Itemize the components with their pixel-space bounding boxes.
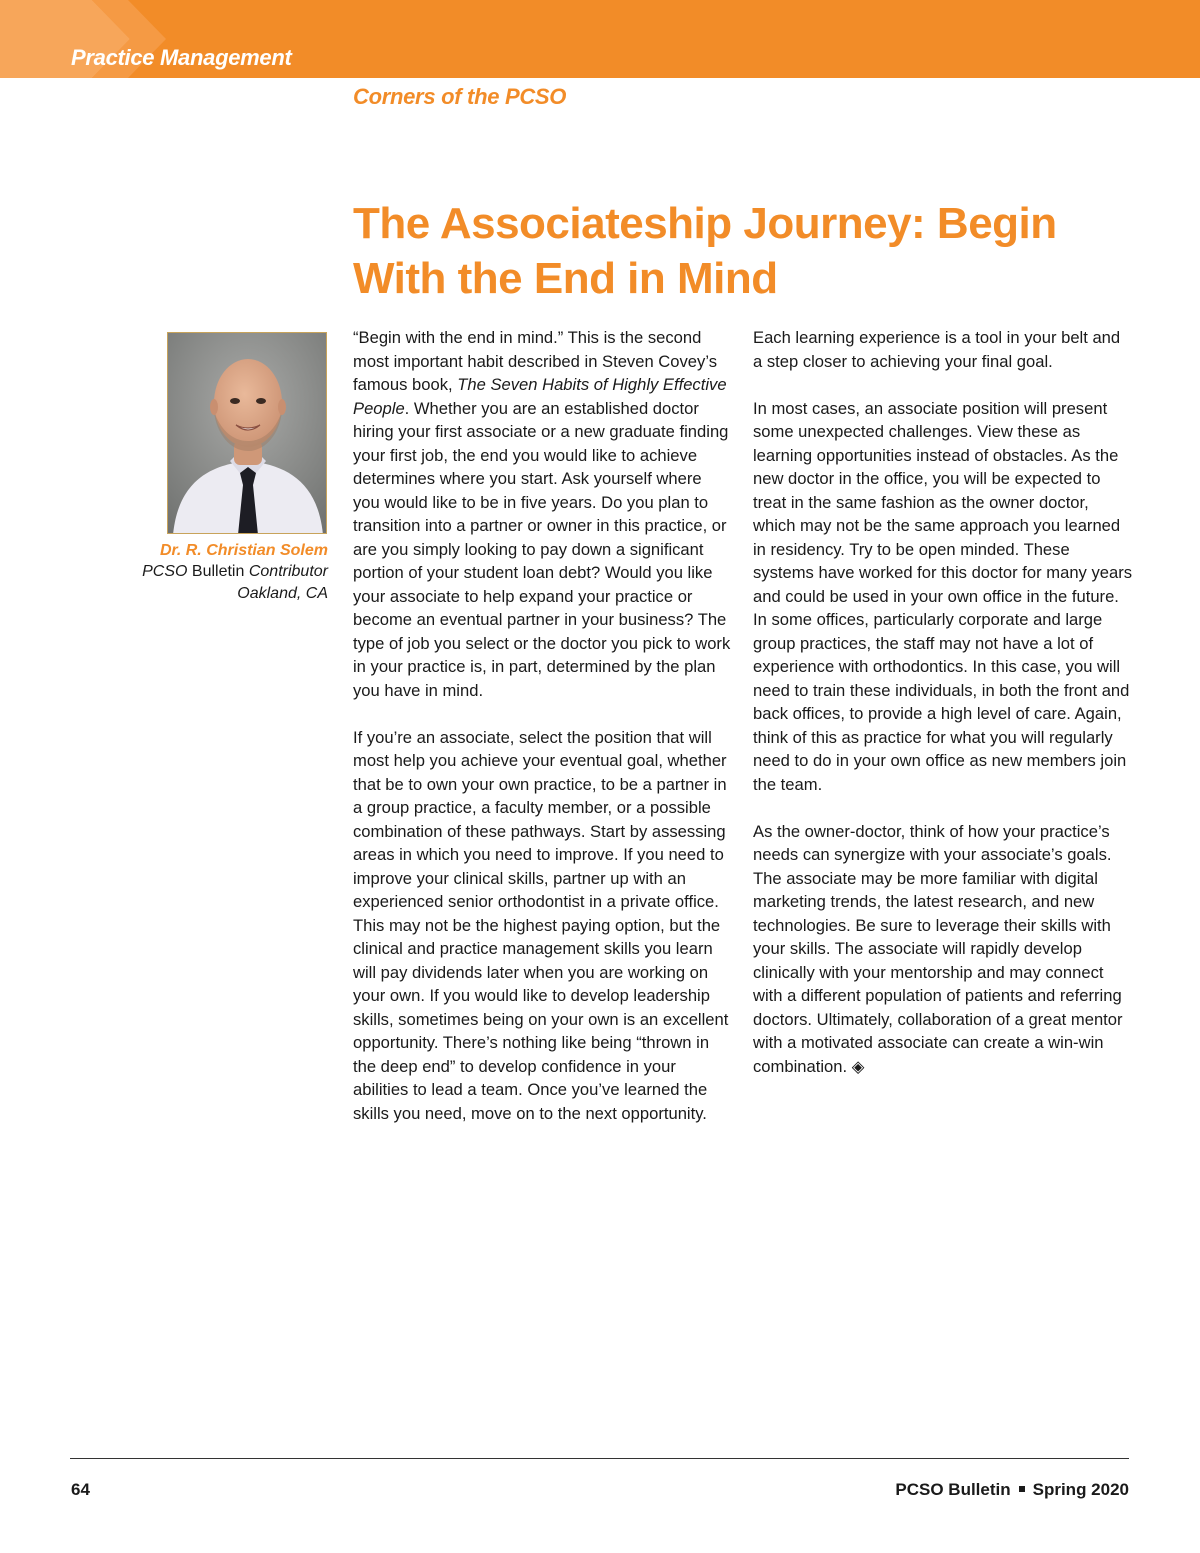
author-photo [167, 332, 327, 534]
paragraph-2-continued: Each learning experience is a tool in your belt and a step closer to achieving your final goal. [753, 328, 1121, 371]
article-title: The Associateship Journey: Begin With the End in Mind [353, 199, 1057, 303]
publication-name: PCSO Bulletin [895, 1480, 1011, 1499]
end-mark-icon: ◈ [851, 1056, 865, 1076]
paragraph-4-text: As the owner-doctor, think of how your practice’s needs can synergize with your associate’s goals. The associate may be more familiar with digital marketing trends, the latest research, and new technologies. Be sure to leverage their skills with your skills. The associate will rapidly develop clinically with your mentorship and may connect with a different population of patients and referring doctors. Ultimately, collaboration of a great mentor with a motivated associate can create a win-win combination. [753, 821, 1123, 1076]
section-banner [0, 0, 1200, 78]
footer-publication [895, 1480, 1129, 1500]
paragraph-2: If you’re an associate, select the position that will most help you achieve your eventual goal, whether that be to own your own practice, to be a partner in a group practice, a faculty member, or a possible combination of these pathways. Start by assessing areas in which you need to improve. If you need to improve your clinical skills, partner up with an experienced senior orthodontist in a private office. This may not be the highest paying option, but the clinical and practice management skills you learn will pay dividends later when you are working on your own. If you would like to develop leadership skills, sometimes being on your own is an excellent opportunity. There’s nothing like being “thrown in the deep end” to develop confidence in your abilities to lead a team. Once you’ve learned the skills you need, move on to the next opportunity. [353, 727, 729, 1123]
footer-rule [70, 1458, 1129, 1459]
paragraph-3: In most cases, an associate position will present some unexpected challenges. View these as learning opportunities instead of obstacles. As the new doctor in the office, you will be expected to treat in the same fashion as the owner doctor, which may not be the same approach you learned in residency. Try to be open minded. These systems have worked for this doctor for many years and could be used in your own office in the future. In some offices, particularly corporate and large group practices, the staff may not have a lot of experience with orthodontics. In this case, you will need to train these individuals, in both the front and back offices, to provide a high level of care. Again, think of this as practice for what you will regularly need to do in your own office as new members join the team. [753, 398, 1133, 794]
column-title: Corners of the PCSO [353, 84, 567, 109]
page-number: 64 [71, 1480, 90, 1499]
separator-square-icon [1019, 1486, 1025, 1492]
paragraph-1-text-b: . Whether you are an established doctor hiring your first associate or a new graduate finding your first job, the end you would like to achieve determines where you start. Ask yourself where you would like to be in five years. Do you plan to transition into a partner or owner in this practice, or are you simply looking to pay down a significant portion of your student loan debt? Would you like your associate to help expand your practice or become an eventual partner in your business? The type of job you select or the doctor you pick to work in your practice is, in part, determined by the plan you have in mind. [353, 398, 731, 700]
author-publication: Bulletin [191, 563, 245, 580]
article-column-2 [753, 326, 1133, 1102]
section-label: Practice Management [71, 45, 292, 70]
author-title: Contributor [248, 563, 328, 580]
paragraph-4 [753, 820, 1133, 1079]
book-title: The Seven Habits of Highly Effective People [353, 375, 727, 418]
author-name: Dr. R. Christian Solem [159, 542, 328, 559]
author-location: Oakland, CA [237, 585, 328, 602]
paragraph-1 [353, 326, 731, 702]
author-org: PCSO [142, 563, 188, 580]
issue-date: Spring 2020 [1032, 1480, 1129, 1499]
author-role [100, 561, 328, 583]
article-column-1 [353, 326, 731, 1149]
paragraph-1-text-a: “Begin with the end in mind.” This is the second most important habit described in Steven Covey’s famous book, [353, 328, 718, 394]
